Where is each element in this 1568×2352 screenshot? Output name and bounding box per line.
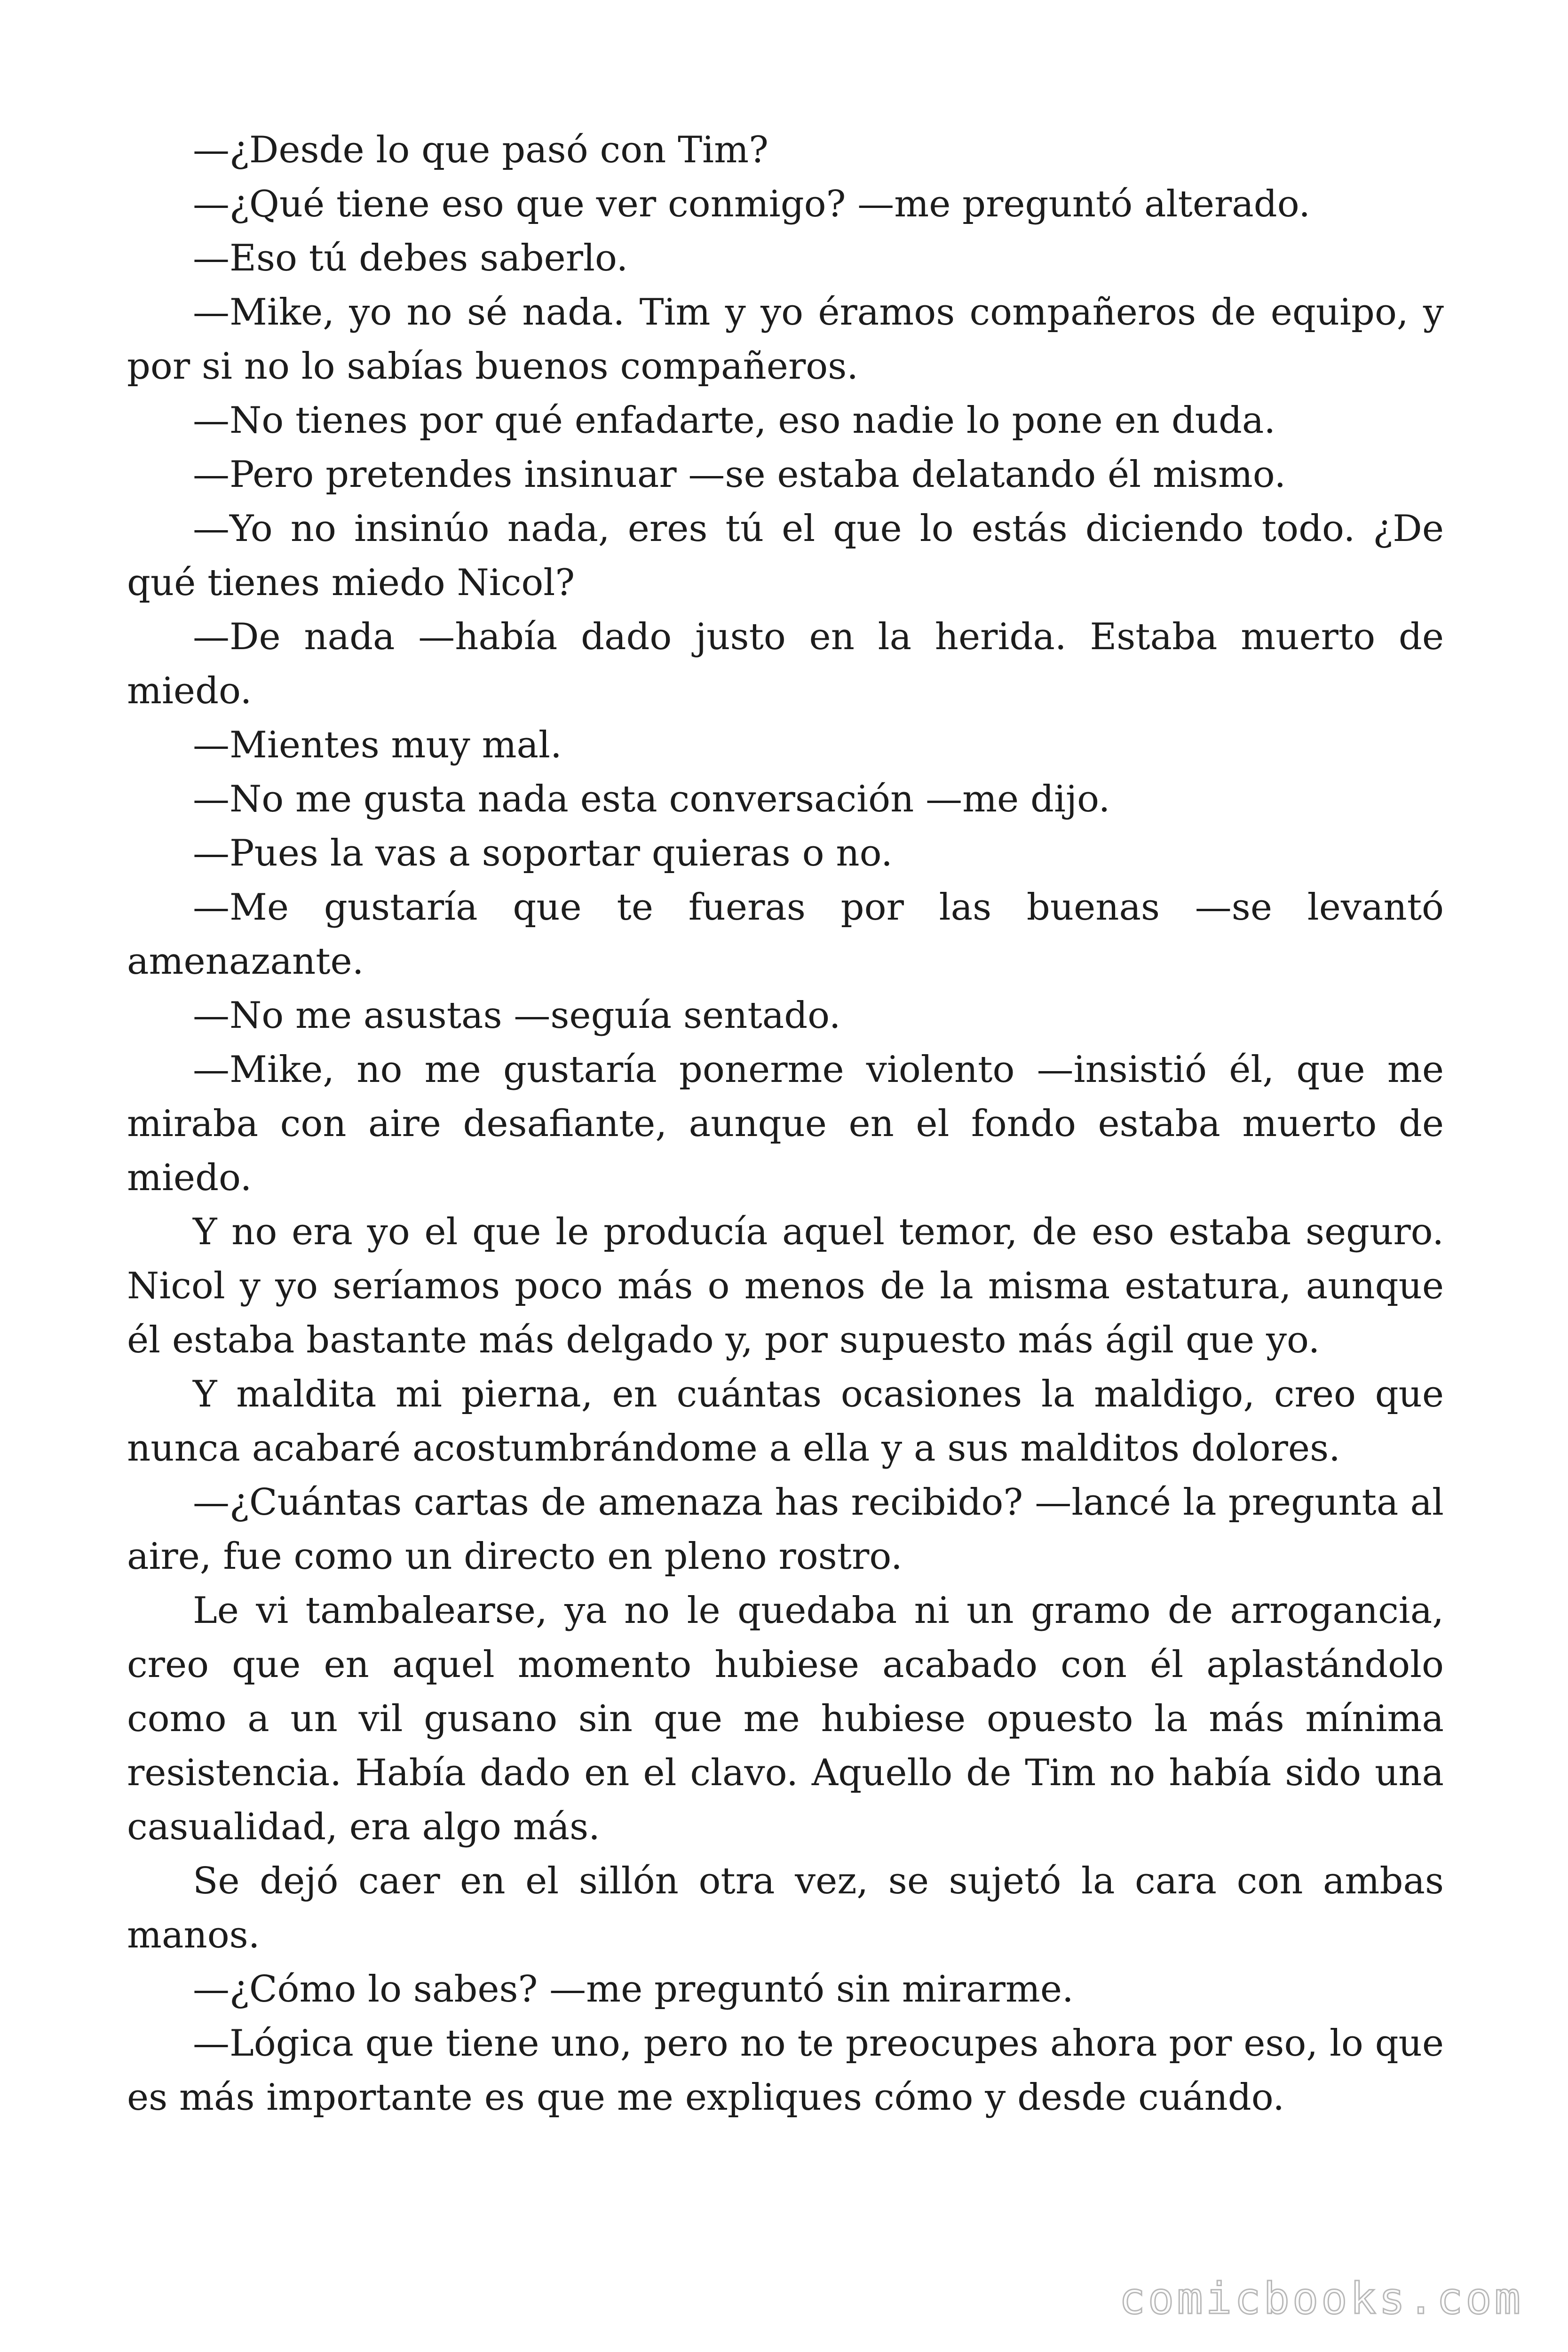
site-watermark: comicbooks.com (1119, 2273, 1523, 2324)
paragraph: —Pues la vas a soportar quieras o no. (193, 832, 893, 874)
paragraph: —De nada —había dado justo en la herida. Estaba muerto de miedo. (127, 616, 1444, 712)
paragraph: —¿Cómo lo sabes? —me preguntó sin mirarme. (193, 1968, 1074, 2010)
paragraph: —Lógica que tiene uno, pero no te preocupes ahora por eso, lo que es más importante es que me expliques cómo y desde cuándo. (127, 2022, 1444, 2119)
paragraph: —¿Desde lo que pasó con Tim? (193, 129, 768, 171)
paragraph: —Mike, no me gustaría ponerme violento —insistió él, que me miraba con aire desafiante, aunque en el fondo estaba muerto de miedo. (127, 1049, 1444, 1199)
paragraph: Se dejó caer en el sillón otra vez, se sujetó la cara con ambas manos. (127, 1860, 1444, 1956)
paragraph: —Pero pretendes insinuar —se estaba delatando él mismo. (193, 453, 1286, 496)
paragraph: —No me gusta nada esta conversación —me dijo. (193, 778, 1110, 820)
paragraph: —Eso tú debes saberlo. (193, 237, 628, 279)
body-text (127, 123, 1444, 2125)
paragraph: —¿Cuántas cartas de amenaza has recibido? —lancé la pregunta al aire, fue como un directo en pleno rostro. (127, 1481, 1444, 1578)
paragraph: —¿Qué tiene eso que ver conmigo? —me preguntó alterado. (193, 183, 1311, 225)
paragraph: —Mike, yo no sé nada. Tim y yo éramos compañeros de equipo, y por si no lo sabías buenos compañeros. (127, 291, 1444, 388)
paragraph: —Mientes muy mal. (193, 724, 562, 766)
paragraph: Le vi tambalearse, ya no le quedaba ni un gramo de arrogancia, creo que en aquel momento hubiese acabado con él aplastándolo como a un vil gusano sin que me hubiese opuesto la más mínima resistencia. Había dado en el clavo. Aquello de Tim no había sido una casualidad, era algo más. (127, 1589, 1444, 1848)
paragraph: —Yo no insinúo nada, eres tú el que lo estás diciendo todo. ¿De qué tienes miedo Nicol? (127, 508, 1444, 604)
paragraph: —No tienes por qué enfadarte, eso nadie lo pone en duda. (193, 399, 1276, 442)
paragraph: —Me gustaría que te fueras por las buenas —se levantó amenazante. (127, 886, 1444, 983)
paragraph: Y maldita mi pierna, en cuántas ocasiones la maldigo, creo que nunca acabaré acostumbrándome a ella y a sus malditos dolores. (127, 1373, 1444, 1470)
paragraph: —No me asustas —seguía sentado. (193, 994, 841, 1037)
paragraph: Y no era yo el que le producía aquel temor, de eso estaba seguro. Nicol y yo seríamos poco más o menos de la misma estatura, aunque él estaba bastante más delgado y, por supuesto más ágil que yo. (127, 1211, 1444, 1361)
